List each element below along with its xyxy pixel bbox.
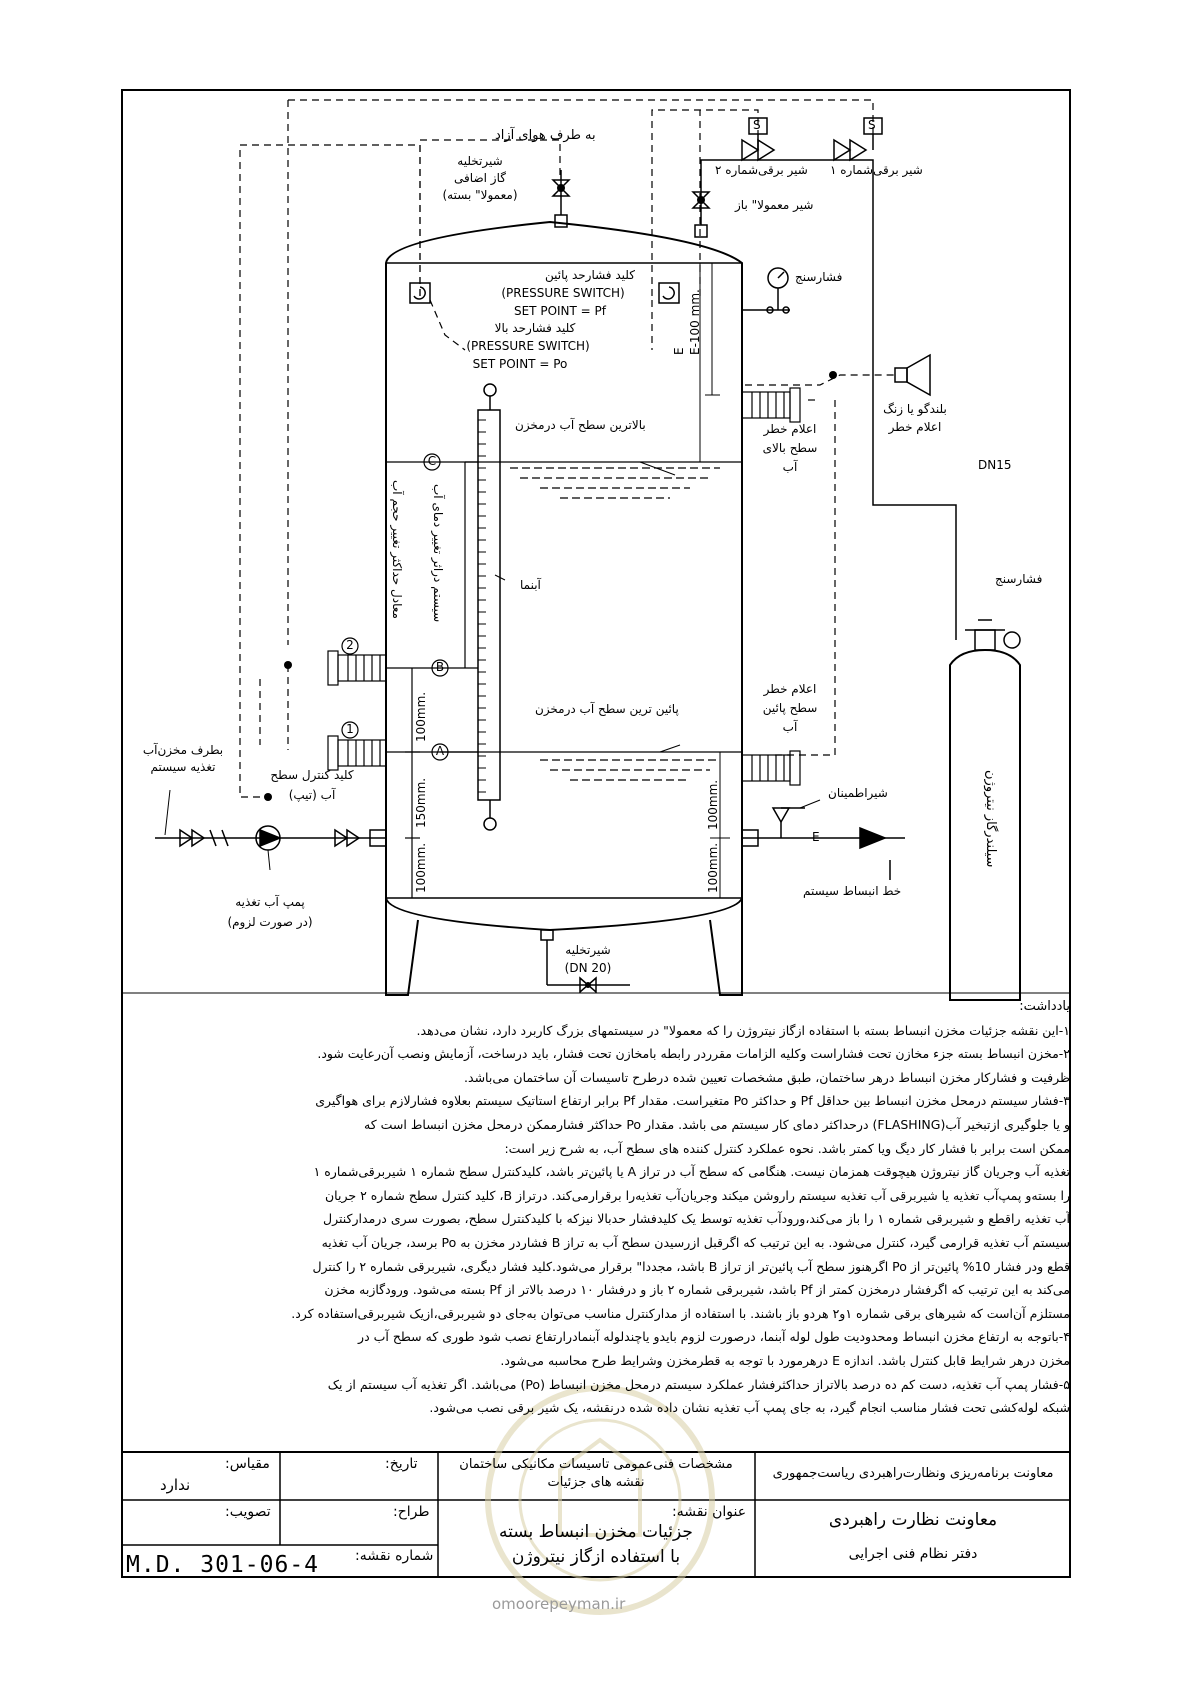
org-name-1: معاونت برنامه‌ریزی ونظارت‌راهبردی ریاست‌جمهوری bbox=[772, 1466, 1054, 1481]
label-pump-2: (در صورت لزوم) bbox=[227, 915, 313, 929]
label-gauge-cyl: فشارسنج bbox=[995, 572, 1043, 586]
note-line: شبکه لوله‌کشی تحت فشار مناسب انجام گیرد، به جای پمپ آب تغذیه نشان داده شده درنقشه، یک شیر برقی نصب می‌شود. bbox=[429, 1400, 1070, 1416]
label-high-alarm-1: اعلام خطر bbox=[763, 422, 817, 436]
drawing-title-1: جزئیات مخزن انبساط بسته bbox=[499, 1522, 693, 1542]
label-normally-open: شیر معمولا" باز bbox=[735, 198, 814, 212]
note-line: سیستم آب تغذیه قرارمی گیرد، کنترل می‌شود. به این ترتیب که اگرقبل ازرسیدن سطح آب به تراز B فشاردر مخزن به Po برسد، جریان آب تغذیه bbox=[321, 1234, 1070, 1250]
label-dim-150: 150mm. bbox=[414, 777, 428, 828]
label-high-alarm-3: آب bbox=[782, 460, 798, 474]
org-name-3: دفتر نظام فنی اجرایی bbox=[848, 1546, 978, 1562]
label-low-pswitch: کلید فشارحد پائین bbox=[545, 268, 635, 282]
label-e-letter: E bbox=[672, 347, 686, 355]
label-horn-1: بلندگو یا زنگ bbox=[883, 402, 947, 416]
label-bottom-drain-1: شیرتخلیه bbox=[565, 943, 611, 957]
label-point-a: A bbox=[435, 744, 445, 758]
label-s-2: S bbox=[753, 118, 761, 132]
label-drain-gas-2: گاز اضافی bbox=[454, 171, 506, 185]
drawing-title-2: با استفاده ازگاز نیتروژن bbox=[511, 1547, 681, 1567]
label-pump bbox=[205, 892, 335, 932]
label-level-switch-1: کلید کنترل سطح bbox=[270, 768, 354, 782]
label-num-1: 1 bbox=[346, 722, 354, 736]
label-pswitch-en-1: (PRESSURE SWITCH) bbox=[501, 286, 625, 300]
label-drain-gas-3: (معمولا" بسته) bbox=[442, 188, 518, 202]
note-line: قطع ودر فشار 10% پائین‌تر از Po اگرهنوز سطح آب پائین‌تر از تراز B باشد، مجددا" برقرار می‌شود.کلید فشار دیگری، شیربرقی شماره ۲ را کنترل bbox=[312, 1258, 1070, 1274]
label-high-alarm-2: سطح بالای bbox=[762, 441, 818, 455]
label-dim-100b: 100mm. bbox=[414, 842, 428, 893]
high-level-alarm-switch bbox=[742, 388, 800, 422]
label-low-alarm-2: سطح پائین bbox=[762, 701, 818, 715]
low-level-alarm-switch bbox=[742, 751, 800, 785]
note-line: آب تغذیه راقطع و شیربرقی شماره ۱ را باز می‌کند،ورودآب تغذیه توسط یک کلیدفشار حدبالا نیزکه با کلیدکنترل سطح، بصورت سری درمدارکنترل bbox=[323, 1211, 1070, 1227]
label-e-dim: E bbox=[812, 830, 820, 844]
note-line: مخزن درهر شرایط قابل کنترل باشد. اندازه E درهرمورد با توجه به قطرمخزن وشرایط طرح محاسبه می‌شود. bbox=[500, 1352, 1070, 1368]
label-to-feed-1: بطرف مخزن‌آب bbox=[142, 743, 224, 757]
expansion-line bbox=[742, 828, 905, 880]
spec-title-1: مشخصات فنی‌عمومی تاسیسات مکانیکی ساختمان bbox=[459, 1457, 733, 1472]
notes-heading: یادداشت: bbox=[1019, 999, 1070, 1014]
label-to-feed bbox=[128, 742, 238, 776]
label-point-b: B bbox=[435, 660, 445, 674]
notes-section bbox=[118, 995, 1070, 1420]
label-num-2: 2 bbox=[346, 638, 354, 652]
label-drain-gas-1: شیرتخلیه bbox=[457, 154, 503, 168]
label-dim-100c: 100mm. bbox=[706, 779, 720, 830]
drawing-number: M.D. 301-06-4 bbox=[126, 1552, 320, 1578]
label-low-alarm bbox=[750, 680, 830, 737]
drawing-title bbox=[440, 1520, 752, 1570]
pressure-gauge-top bbox=[742, 268, 790, 313]
note-line: و یا جلوگیری ازتبخیر آب(FLASHING) درحداکثر دمای کار سیستم می باشد. مقدار Po حداکثر فشارممکن درمحل مخزن انبساط است که bbox=[364, 1116, 1070, 1132]
label-e-100: E-100 mm. bbox=[688, 289, 702, 355]
label-level-switch-2: آب (تیپ) bbox=[288, 788, 336, 802]
label-gauge-top: فشارسنج bbox=[795, 270, 843, 284]
label-to-free-air: به طرف هوای آزاد bbox=[495, 128, 596, 143]
label-max-level: بالاترین سطح آب درمخزن bbox=[515, 418, 646, 432]
alarm-horn-icon bbox=[895, 355, 930, 395]
note-line: ۴-باتوجه به ارتفاع مخزن انبساط ومحدودیت طول لوله آبنما، درصورت لزوم بایدو یاچندلوله آبنمادرارتفاع نصب شود طوری که سطح آب در bbox=[358, 1329, 1070, 1345]
approval-label: تصویب: bbox=[225, 1504, 271, 1520]
label-dim-100d: 100mm. bbox=[706, 842, 720, 893]
label-min-level: پائین ترین سطح آب درمخزن bbox=[535, 702, 679, 716]
org-name-2: معاونت نظارت راهبردی bbox=[828, 1510, 998, 1530]
drawing-title-label: عنوان نقشه: bbox=[672, 1504, 747, 1520]
note-line: تغذیه آب وجریان گاز نیتروژن هیچوقت همزمان نیست. هنگامی که سطح آب در تراز A یا پائین‌تر باشد، کلیدکنترل سطح شماره ۱ شیربرقی‌شماره ۱ bbox=[313, 1164, 1070, 1180]
note-line: ۲-مخزن انبساط بسته جزء مخازن تحت فشاراست وکلیه الزامات مقرردر رابطه بامخازن تحت فشار، باید درساخت، آزمایش ونصب آن‌رعایت شود. bbox=[317, 1046, 1070, 1062]
note-line: ۳-فشار سیستم درمحل مخزن انبساط بین حداقل Pf و حداکثر Po متغیراست. مقدار Pf برابر ارتفاع استاتیک سیستم بعلاوه فشارلازم برای هواگیری bbox=[315, 1093, 1070, 1109]
designer-label: طراح: bbox=[393, 1504, 430, 1520]
label-drain-gas bbox=[430, 153, 530, 204]
sight-glass bbox=[478, 384, 500, 830]
label-low-alarm-3: آب bbox=[782, 720, 798, 734]
label-expansion-line: خط انبساط سیستم bbox=[803, 884, 902, 898]
level-switch-2 bbox=[328, 651, 386, 685]
label-solenoid-valve-1: شیر برقی‌شماره ۱ bbox=[830, 163, 923, 177]
label-level-switch bbox=[262, 765, 362, 805]
label-high-alarm bbox=[750, 420, 830, 477]
feed-pump-icon bbox=[256, 826, 280, 850]
note-line: را بسته‌و پمپ‌آب تغذیه یا شیربرقی آب تغذیه سیستم راروشن میکند وجریان‌آب تغذیه‌را برقرارمی‌کند. درتراز B، کلید کنترل سطح شماره ۲ جریان bbox=[324, 1187, 1070, 1203]
scale-label: مقیاس: bbox=[225, 1456, 270, 1472]
label-vol-change-1: معادل حداکثر تغییر حجم آب bbox=[390, 480, 404, 619]
label-horn-2: اعلام خطر bbox=[888, 420, 942, 434]
note-line: ۱-این نقشه جزئیات مخزن انبساط بسته با استفاده ازگاز نیتروژن را که معمولا" در سیستمهای بزرگ کاربرد دارد، نشان می‌دهد. bbox=[416, 1022, 1070, 1038]
label-point-c: C bbox=[427, 454, 437, 468]
label-setpoint-pf: SET POINT = Pf bbox=[513, 304, 606, 318]
label-setpoint-po: SET POINT = Po bbox=[472, 357, 568, 371]
label-cylinder: سیلندرگاز نیتروژن bbox=[983, 770, 998, 868]
label-solenoid-valve-2: شیر برقی‌شماره ۲ bbox=[715, 163, 808, 177]
note-line: ممکن است برابر با فشار کار دیگ ویا کمتر باشد. نحوه عملکرد کنترل کننده های سطح آب، به شرح زیر است: bbox=[504, 1140, 1070, 1156]
note-line: ۵-فشار پمپ آب تغذیه، دست کم ده درصد بالاتراز حداکثرفشار عملکرد سیستم درمحل مخزن انبساط (Po) می‌باشد. اگر تغذیه آب سیستم از یک bbox=[327, 1376, 1070, 1392]
drawing-number-label: شماره نقشه: bbox=[355, 1548, 434, 1564]
label-horn bbox=[860, 400, 970, 436]
label-vol-change-2: سیستم درا‌ثر تغییر دمای آب bbox=[431, 484, 445, 623]
label-bottom-drain bbox=[548, 941, 628, 977]
solenoid-valve-1 bbox=[834, 140, 866, 160]
spec-title-2: نقشه های جزئیات bbox=[547, 1475, 645, 1490]
label-dn15: DN15 bbox=[978, 458, 1012, 472]
label-safety-valve: شیراطمینان bbox=[828, 786, 888, 800]
spec-title bbox=[440, 1456, 752, 1492]
note-line: ظرفیت و فشارکار مخزن انبساط درهر ساختمان، طبق مشخصات تعیین شده درطرح تاسیسات آن ساختمان می‌باشد. bbox=[464, 1069, 1070, 1085]
label-high-pswitch: کلید فشارحد بالا bbox=[494, 321, 576, 335]
scale-value: ندارد bbox=[160, 1476, 191, 1494]
note-line: مستلزم آن‌است که شیرهای برقی شماره ۱و۲ هردو باز باشند. با استفاده از مدارکنترل مناسب می‌توان به‌جای دو شیربرقی،ازیک شیربرقی‌استفاده کرد. bbox=[291, 1305, 1070, 1321]
label-dim-100a: 100mm. bbox=[414, 691, 428, 742]
date-label: تاریخ: bbox=[385, 1456, 418, 1472]
label-pump-1: پمپ آب تغذیه bbox=[235, 895, 305, 909]
label-low-alarm-1: اعلام خطر bbox=[763, 682, 817, 696]
label-pswitch-en-2: (PRESSURE SWITCH) bbox=[466, 339, 590, 353]
label-s-1: S bbox=[868, 118, 876, 132]
label-bottom-drain-2: (DN 20) bbox=[564, 961, 612, 975]
safety-valve bbox=[773, 808, 805, 838]
label-to-feed-2: تغذیه سیستم bbox=[150, 760, 216, 774]
note-line: می‌کند به این ترتیب که اگرفشار درمخزن کمتر از Pf باشد، شیربرقی شماره ۲ باز و درفشار ۱۰ درصد بالاتر از Pf بسته می‌شود. ورودگازبه مخزن bbox=[324, 1282, 1070, 1298]
label-sight-glass: آبنما bbox=[520, 578, 541, 592]
notes-lines bbox=[118, 1019, 1070, 1420]
watermark-text: omoorepeyman.ir bbox=[492, 1595, 626, 1613]
